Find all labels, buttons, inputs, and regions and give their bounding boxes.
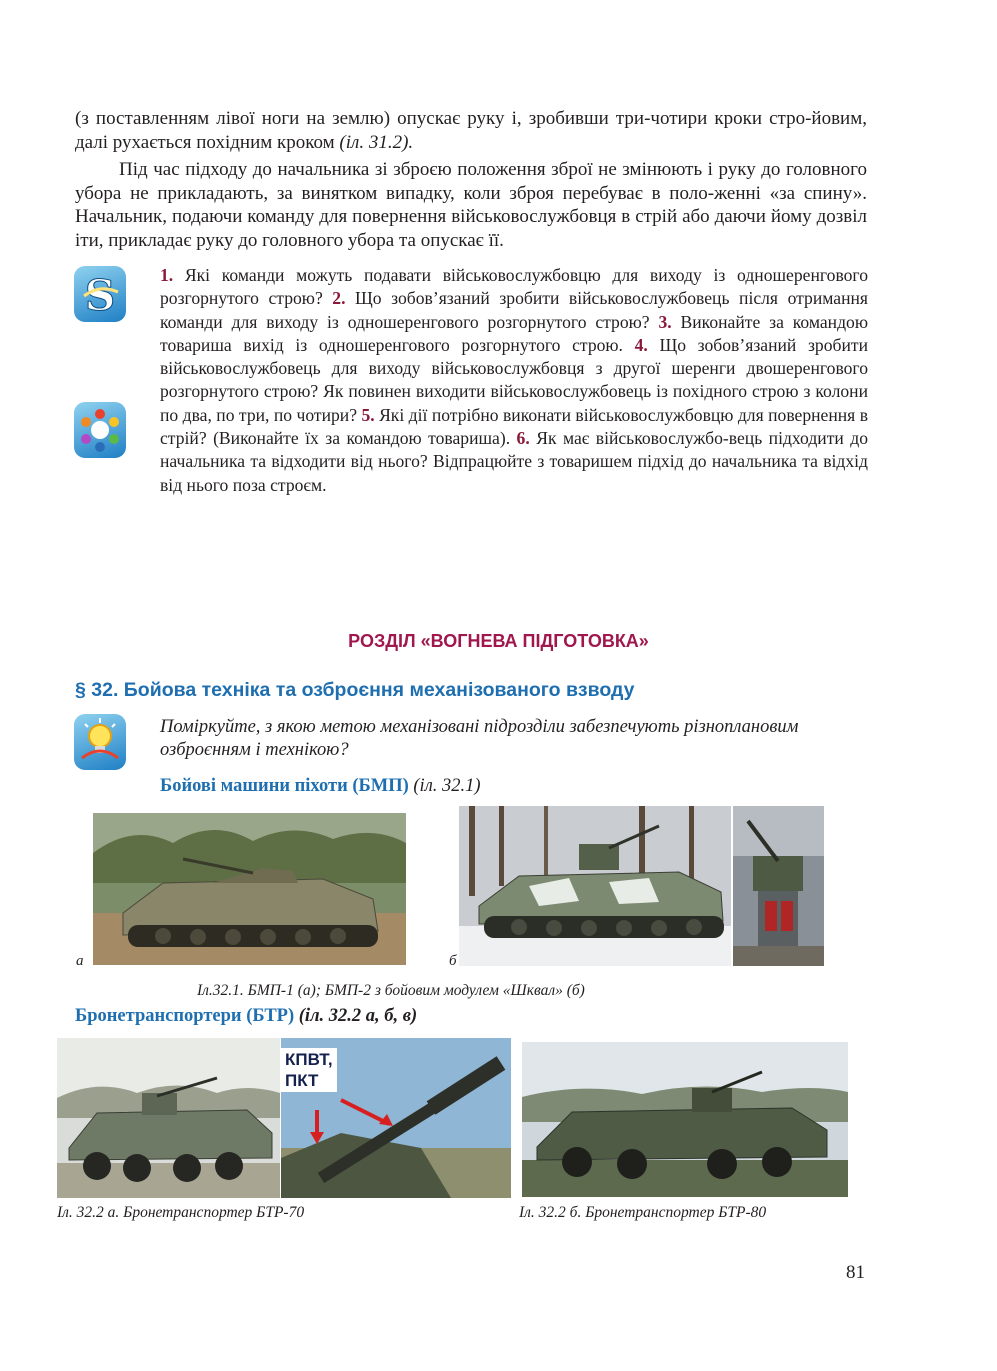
btr70-photo xyxy=(57,1038,280,1198)
question-number: 1. xyxy=(160,265,174,285)
weapons-label-line: ПКТ xyxy=(285,1071,319,1090)
question-text: Як має військовослужбо-вець підходити до начальника та відходити від нього? Відпрацюйте з товаришем підхід до начальника та відхід від нього поза строєм. xyxy=(160,428,868,495)
question-number: 6. xyxy=(510,428,530,449)
btr70-caption: Іл. 32.2 а. Бронетранспортер БТР-70 xyxy=(57,1204,305,1221)
question-text: Що зобов’язаний зробити військовослужбовець після отримання команди для виходу із одношеренгового розгорнутого строю? xyxy=(160,288,868,332)
figure-reference: (іл. 32.1) xyxy=(413,776,481,796)
bmp2-photo xyxy=(459,806,731,966)
section-title: РОЗДІЛ «ВОГНЕВА ПІДГОТОВКА» xyxy=(348,631,649,651)
knowledge-s-icon xyxy=(74,266,126,322)
shkval-module-photo xyxy=(733,806,824,966)
question-number: 3. xyxy=(649,311,672,332)
bmp-heading-line xyxy=(160,776,481,797)
lightbulb-think-icon xyxy=(74,714,126,770)
group-work-icon xyxy=(74,402,126,458)
figure-reference: (іл. 32.2 а, б, в) xyxy=(298,1006,418,1026)
weapons-label xyxy=(281,1048,337,1092)
btr-heading: Бронетранспортери (БТР) xyxy=(75,1006,295,1026)
paragraph-text: (з поставленням лівої ноги на землю) опускає руку і, зробивши три-чотири кроки стро-йовим, далі рухається похідним кроком xyxy=(75,108,867,153)
review-questions xyxy=(160,264,868,497)
paragraph-heading: § 32. Бойова техніка та озброєння механізованого взводу xyxy=(75,679,635,701)
question-text: Які команди можуть подавати військовослужбовцю для виходу із одношеренгового розгорнутого строю? xyxy=(160,265,868,309)
btr80-photo xyxy=(522,1042,848,1197)
btr-weapons-closeup-photo xyxy=(281,1038,511,1198)
weapons-label-line: КПВТ, xyxy=(285,1050,333,1069)
question-number: 2. xyxy=(322,288,346,309)
btr80-caption: Іл. 32.2 б. Бронетранспортер БТР-80 xyxy=(519,1204,767,1221)
think-prompt: Поміркуйте, з якою метою механізовані підрозділи забезпечують різноплановим озброєнням і технікою? xyxy=(160,717,799,760)
figure-letter-a: а xyxy=(76,953,84,969)
paragraph-continuation xyxy=(75,107,867,154)
question-text: Виконайте за командою товариша вихід із одношеренгового розгорнутого строю. xyxy=(160,311,868,355)
question-text: Які дії потрібно виконати військовослужбовцю для повернення в стрій? (Виконайте їх за командою товариша). xyxy=(160,404,868,449)
question-number: 5. xyxy=(357,404,375,425)
bmp-heading: Бойові машини піхоти (БМП) xyxy=(160,776,409,796)
question-number: 4. xyxy=(622,334,648,355)
question-text: Що зобов’язаний зробити військовослужбовець для виходу військовослужбовця з другої шеренги двошеренгового розгорнутого строю? Як повинен виходити військовослужбовець із похідного строю з колони по два, по три, по чотири? xyxy=(160,334,868,425)
page-number: 81 xyxy=(846,1262,865,1283)
bmp1-photo xyxy=(93,813,406,965)
btr-heading-line xyxy=(75,1006,417,1027)
paragraph-approach-commander: Під час підходу до начальника зі зброєю положення зброї не змінюють і руку до головного убора не прикладають, за винятком випадку, коли зброя перебуває в поло-женні «за спину». Начальник, подаючи команду для повернення військовослужбовця в стрій або даючи йому дозвіл іти, прикладає руку до головного убора та опускає її. xyxy=(75,159,867,251)
bmp-figure-caption: Іл.32.1. БМП-1 (а); БМП-2 з бойовим модулем «Шквал» (б) xyxy=(197,982,585,999)
figure-reference: (іл. 31.2). xyxy=(339,131,414,153)
svg-text:S: S xyxy=(84,271,116,320)
figure-letter-b: б xyxy=(449,953,457,969)
